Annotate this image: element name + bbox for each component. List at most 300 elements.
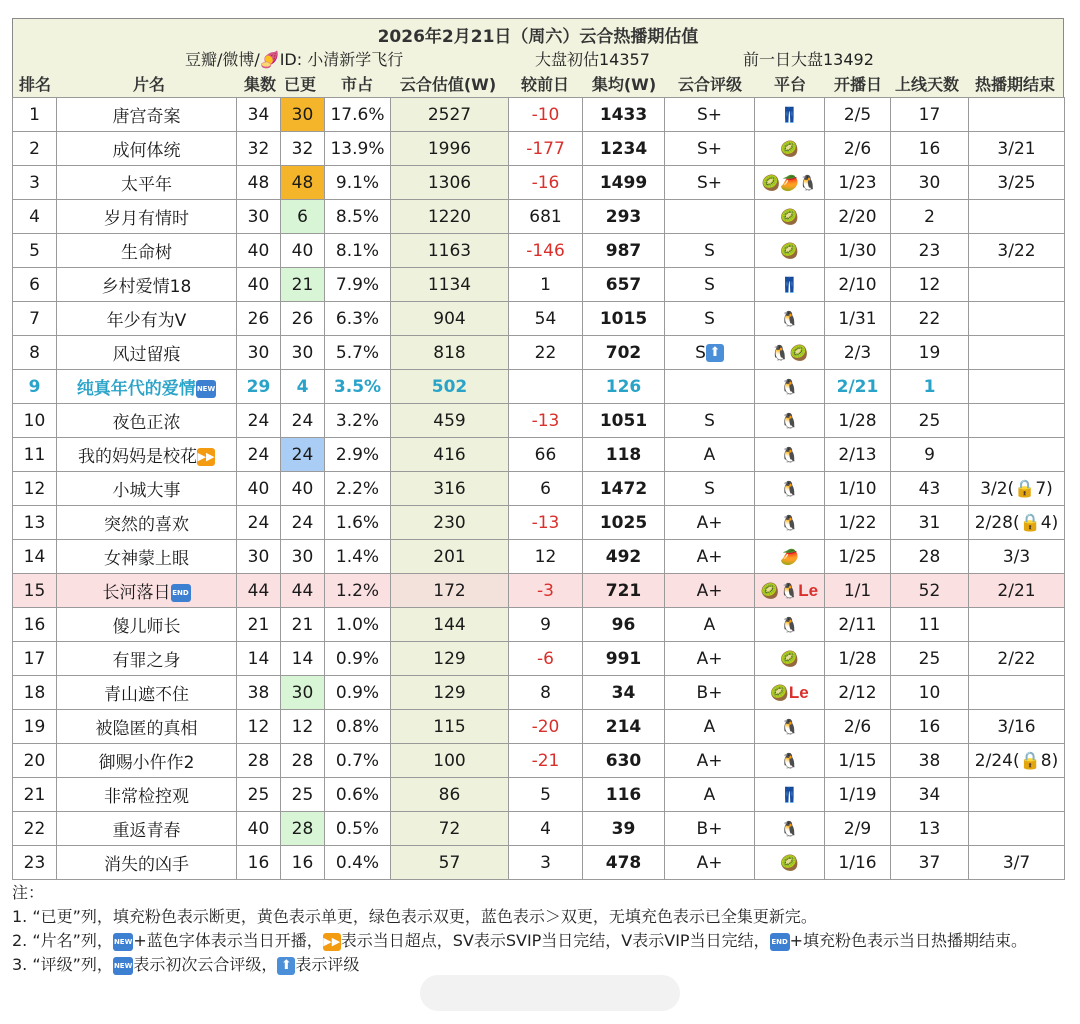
value-text: 57 bbox=[438, 852, 461, 873]
fast-forward-icon: ▶▶ bbox=[197, 448, 215, 466]
days-cell bbox=[891, 200, 969, 234]
delta-text: -146 bbox=[526, 240, 565, 261]
aired-text: 30 bbox=[291, 342, 314, 363]
delta-text: 5 bbox=[540, 784, 551, 805]
table-row bbox=[13, 676, 1065, 710]
platform-icon: 🐧 bbox=[780, 717, 799, 736]
share-cell bbox=[325, 642, 391, 676]
heat-end-cell bbox=[969, 234, 1065, 268]
platform-cell bbox=[755, 404, 825, 438]
start-text: 2/12 bbox=[838, 682, 877, 703]
eps-text: 12 bbox=[247, 716, 270, 737]
platform-cell bbox=[755, 846, 825, 880]
share-cell bbox=[325, 778, 391, 812]
heat-end-cell bbox=[969, 744, 1065, 778]
title-cell bbox=[57, 506, 237, 540]
value-cell bbox=[391, 676, 509, 710]
rank-text: 19 bbox=[23, 716, 46, 737]
eps-text: 40 bbox=[247, 274, 270, 295]
rank-cell bbox=[13, 778, 57, 812]
share-text: 0.7% bbox=[335, 750, 380, 771]
value-cell bbox=[391, 778, 509, 812]
platform-cell bbox=[755, 574, 825, 608]
grade-cell bbox=[665, 540, 755, 574]
end-text: 3/2(🔒7) bbox=[980, 478, 1053, 499]
days-text: 43 bbox=[918, 478, 941, 499]
eps-text: 38 bbox=[247, 682, 270, 703]
share-cell bbox=[325, 404, 391, 438]
days-cell bbox=[891, 676, 969, 710]
up-arrow-icon: ⬆ bbox=[277, 957, 295, 975]
grade-text: S bbox=[704, 274, 715, 295]
end-text: 3/25 bbox=[997, 172, 1036, 193]
days-text: 1 bbox=[923, 376, 936, 397]
value-text: 1220 bbox=[427, 206, 472, 227]
delta-cell bbox=[509, 234, 583, 268]
platform-icon: 🐧 bbox=[780, 377, 799, 396]
days-text: 23 bbox=[918, 240, 941, 261]
grade-cell bbox=[665, 166, 755, 200]
note-3 bbox=[12, 953, 1062, 977]
avg-text: 1015 bbox=[599, 308, 648, 329]
heat-end-cell bbox=[969, 812, 1065, 846]
share-cell bbox=[325, 166, 391, 200]
average-cell bbox=[583, 132, 665, 166]
platform-icon: 🐧 bbox=[780, 513, 799, 532]
episodes-cell bbox=[237, 404, 281, 438]
end-text: 2/22 bbox=[997, 648, 1036, 669]
delta-cell bbox=[509, 302, 583, 336]
value-text: 502 bbox=[431, 376, 468, 397]
platform-icon: 👖 bbox=[780, 105, 799, 124]
value-text: 1996 bbox=[427, 138, 472, 159]
heat-end-cell bbox=[969, 778, 1065, 812]
heat-end-cell bbox=[969, 370, 1065, 404]
rank-cell bbox=[13, 540, 57, 574]
table-row bbox=[13, 336, 1065, 370]
heat-end-cell bbox=[969, 166, 1065, 200]
eps-text: 30 bbox=[247, 342, 270, 363]
share-text: 0.6% bbox=[335, 784, 380, 805]
rank-text: 3 bbox=[29, 172, 40, 193]
aired-text: 48 bbox=[291, 172, 314, 193]
title-cell bbox=[57, 268, 237, 302]
start-text: 2/6 bbox=[843, 716, 872, 737]
days-text: 34 bbox=[918, 784, 941, 805]
table-row bbox=[13, 744, 1065, 778]
heat-end-cell bbox=[969, 608, 1065, 642]
aired-text: 16 bbox=[291, 852, 314, 873]
avg-text: 657 bbox=[605, 274, 642, 295]
aired-text: 21 bbox=[291, 614, 314, 635]
days-text: 12 bbox=[918, 274, 941, 295]
delta-text: -177 bbox=[526, 138, 565, 159]
start-text: 1/22 bbox=[838, 512, 877, 533]
avg-text: 116 bbox=[605, 784, 642, 805]
delta-text: 66 bbox=[534, 444, 557, 465]
avg-text: 126 bbox=[605, 376, 642, 397]
rank-cell bbox=[13, 438, 57, 472]
platform-cell bbox=[755, 438, 825, 472]
eps-text: 14 bbox=[247, 648, 270, 669]
start-date-cell bbox=[825, 506, 891, 540]
share-text: 0.5% bbox=[335, 818, 380, 839]
share-text: 3.5% bbox=[333, 376, 382, 397]
new-icon: NEW bbox=[196, 380, 216, 398]
title-text: 年少有为V bbox=[106, 311, 187, 331]
note-2-part-b: +蓝色字体表示当日开播， bbox=[133, 931, 323, 950]
col-value: 云合估值(W) bbox=[399, 75, 497, 94]
start-date-cell bbox=[825, 438, 891, 472]
rank-cell bbox=[13, 506, 57, 540]
days-text: 28 bbox=[918, 546, 941, 567]
days-text: 37 bbox=[918, 852, 941, 873]
heat-end-cell bbox=[969, 506, 1065, 540]
avg-text: 214 bbox=[605, 716, 642, 737]
title-text: 重返青春 bbox=[112, 821, 181, 841]
share-cell bbox=[325, 472, 391, 506]
table-row bbox=[13, 370, 1065, 404]
table-row bbox=[13, 166, 1065, 200]
grade-text: A+ bbox=[696, 750, 723, 771]
rank-cell bbox=[13, 200, 57, 234]
aired-cell bbox=[281, 234, 325, 268]
table-row bbox=[13, 438, 1065, 472]
eps-text: 40 bbox=[247, 240, 270, 261]
average-cell bbox=[583, 166, 665, 200]
share-text: 1.4% bbox=[335, 546, 380, 567]
eps-text: 48 bbox=[247, 172, 270, 193]
rank-text: 14 bbox=[23, 546, 46, 567]
episodes-cell bbox=[237, 778, 281, 812]
platform-cell bbox=[755, 710, 825, 744]
title-cell bbox=[57, 336, 237, 370]
value-cell bbox=[391, 846, 509, 880]
share-text: 0.8% bbox=[335, 716, 380, 737]
episodes-cell bbox=[237, 846, 281, 880]
title-cell bbox=[57, 438, 237, 472]
platform-icon: 🐧 bbox=[780, 411, 799, 430]
days-text: 30 bbox=[918, 172, 941, 193]
episodes-cell bbox=[237, 710, 281, 744]
avg-text: 987 bbox=[605, 240, 642, 261]
episodes-cell bbox=[237, 540, 281, 574]
col-delta: 较前日 bbox=[520, 75, 569, 94]
eps-text: 24 bbox=[247, 410, 270, 431]
value-text: 818 bbox=[433, 342, 466, 363]
start-date-cell bbox=[825, 404, 891, 438]
aired-cell bbox=[281, 268, 325, 302]
grade-text: S+ bbox=[696, 104, 723, 125]
col-days-online: 上线天数 bbox=[894, 75, 959, 94]
share-text: 8.5% bbox=[335, 206, 380, 227]
share-text: 9.1% bbox=[335, 172, 380, 193]
platform-icon: 👖 bbox=[780, 275, 799, 294]
average-cell bbox=[583, 98, 665, 132]
heat-end-cell bbox=[969, 336, 1065, 370]
platform-cell bbox=[755, 98, 825, 132]
value-text: 416 bbox=[433, 444, 466, 465]
aired-cell bbox=[281, 540, 325, 574]
avg-text: 39 bbox=[611, 818, 636, 839]
note-3-part-b: 表示初次云合评级， bbox=[133, 955, 278, 974]
delta-cell bbox=[509, 98, 583, 132]
grade-text: S bbox=[695, 342, 706, 363]
average-cell bbox=[583, 574, 665, 608]
aired-text: 40 bbox=[291, 240, 314, 261]
market-previous: 前一日大盘13492 bbox=[743, 50, 874, 69]
start-date-cell bbox=[825, 336, 891, 370]
start-date-cell bbox=[825, 98, 891, 132]
notes-label: 注： bbox=[12, 883, 45, 902]
note-3-part-a: 3. “评级”列， bbox=[12, 955, 113, 974]
table-row bbox=[13, 506, 1065, 540]
value-text: 115 bbox=[433, 716, 466, 737]
title-cell bbox=[57, 710, 237, 744]
delta-text: -21 bbox=[531, 750, 560, 771]
share-text: 0.9% bbox=[335, 682, 380, 703]
days-cell bbox=[891, 540, 969, 574]
delta-text: 12 bbox=[534, 546, 557, 567]
days-cell bbox=[891, 370, 969, 404]
title-cell bbox=[57, 778, 237, 812]
title-cell bbox=[57, 370, 237, 404]
rank-text: 10 bbox=[23, 410, 46, 431]
share-text: 1.6% bbox=[335, 512, 380, 533]
platform-cell bbox=[755, 166, 825, 200]
delta-text: -3 bbox=[537, 580, 554, 601]
days-cell bbox=[891, 404, 969, 438]
delta-cell bbox=[509, 200, 583, 234]
eps-text: 32 bbox=[247, 138, 270, 159]
episodes-cell bbox=[237, 812, 281, 846]
table-row bbox=[13, 710, 1065, 744]
title-text: 岁月有情时 bbox=[104, 209, 189, 229]
value-cell bbox=[391, 710, 509, 744]
value-text: 459 bbox=[433, 410, 466, 431]
share-cell bbox=[325, 234, 391, 268]
start-date-cell bbox=[825, 642, 891, 676]
aired-text: 28 bbox=[291, 818, 314, 839]
aired-cell bbox=[281, 438, 325, 472]
grade-text: S+ bbox=[696, 172, 723, 193]
delta-text: 4 bbox=[540, 818, 551, 839]
title-cell bbox=[57, 846, 237, 880]
days-cell bbox=[891, 812, 969, 846]
eps-text: 25 bbox=[247, 784, 270, 805]
platform-icon: 🐧🥝 bbox=[770, 343, 809, 362]
col-platform: 平台 bbox=[773, 75, 806, 94]
grade-cell bbox=[665, 472, 755, 506]
grade-text: A+ bbox=[696, 580, 723, 601]
value-cell bbox=[391, 98, 509, 132]
delta-text: 6 bbox=[540, 478, 551, 499]
heat-end-cell bbox=[969, 98, 1065, 132]
delta-cell bbox=[509, 608, 583, 642]
value-cell bbox=[391, 540, 509, 574]
episodes-cell bbox=[237, 336, 281, 370]
average-cell bbox=[583, 812, 665, 846]
aired-text: 24 bbox=[291, 512, 314, 533]
start-text: 1/16 bbox=[838, 852, 877, 873]
grade-cell bbox=[665, 302, 755, 336]
platform-icon: 🥭 bbox=[780, 547, 799, 566]
platform-cell bbox=[755, 302, 825, 336]
episodes-cell bbox=[237, 642, 281, 676]
episodes-cell bbox=[237, 438, 281, 472]
title-cell bbox=[57, 574, 237, 608]
episodes-cell bbox=[237, 166, 281, 200]
share-cell bbox=[325, 200, 391, 234]
aired-cell bbox=[281, 132, 325, 166]
episodes-cell bbox=[237, 98, 281, 132]
days-cell bbox=[891, 574, 969, 608]
delta-text: 8 bbox=[540, 682, 551, 703]
rank-cell bbox=[13, 370, 57, 404]
delta-cell bbox=[509, 642, 583, 676]
grade-cell bbox=[665, 676, 755, 710]
rank-text: 15 bbox=[23, 580, 46, 601]
col-title: 片名 bbox=[132, 75, 165, 94]
value-cell bbox=[391, 200, 509, 234]
grade-text: S+ bbox=[696, 138, 723, 159]
rank-text: 2 bbox=[29, 138, 40, 159]
start-date-cell bbox=[825, 268, 891, 302]
value-text: 100 bbox=[433, 750, 466, 771]
eps-text: 24 bbox=[247, 512, 270, 533]
share-cell bbox=[325, 268, 391, 302]
value-cell bbox=[391, 642, 509, 676]
col-rank: 排名 bbox=[18, 75, 51, 94]
days-cell bbox=[891, 744, 969, 778]
platform-cell bbox=[755, 336, 825, 370]
title-text: 我的妈妈是校花 bbox=[78, 447, 197, 467]
episodes-cell bbox=[237, 200, 281, 234]
grade-cell bbox=[665, 98, 755, 132]
platform-cell bbox=[755, 608, 825, 642]
platform-cell bbox=[755, 132, 825, 166]
rank-text: 1 bbox=[29, 104, 40, 125]
share-cell bbox=[325, 574, 391, 608]
aired-cell bbox=[281, 778, 325, 812]
aired-text: 4 bbox=[296, 376, 309, 397]
episodes-cell bbox=[237, 132, 281, 166]
value-cell bbox=[391, 302, 509, 336]
end-text: 2/28(🔒4) bbox=[974, 512, 1059, 533]
platform-icon: 🥝 bbox=[780, 649, 799, 668]
start-text: 2/20 bbox=[838, 206, 877, 227]
days-text: 10 bbox=[918, 682, 941, 703]
eps-text: 26 bbox=[247, 308, 270, 329]
ranking-table bbox=[12, 97, 1065, 880]
title-text: 消失的凶手 bbox=[104, 855, 189, 875]
rank-cell bbox=[13, 710, 57, 744]
aired-cell bbox=[281, 812, 325, 846]
aired-cell bbox=[281, 472, 325, 506]
platform-icon: 🐧 bbox=[780, 445, 799, 464]
grade-cell bbox=[665, 438, 755, 472]
start-text: 2/3 bbox=[843, 342, 872, 363]
rank-cell bbox=[13, 404, 57, 438]
title-text: 乡村爱情18 bbox=[101, 277, 192, 297]
grade-cell bbox=[665, 846, 755, 880]
aired-text: 44 bbox=[291, 580, 314, 601]
aired-cell bbox=[281, 166, 325, 200]
days-cell bbox=[891, 778, 969, 812]
average-cell bbox=[583, 268, 665, 302]
aired-cell bbox=[281, 846, 325, 880]
grade-text: S bbox=[704, 410, 715, 431]
grade-cell bbox=[665, 506, 755, 540]
platform-icon: 🐧 bbox=[780, 479, 799, 498]
grade-text: A+ bbox=[696, 648, 723, 669]
rank-cell bbox=[13, 812, 57, 846]
days-cell bbox=[891, 336, 969, 370]
title-text: 小城大事 bbox=[112, 481, 181, 501]
aired-text: 25 bbox=[291, 784, 314, 805]
platform-icon: 🥝🥭🐧 bbox=[761, 173, 818, 192]
table-row bbox=[13, 846, 1065, 880]
end-text: 3/16 bbox=[997, 716, 1036, 737]
heat-end-cell bbox=[969, 574, 1065, 608]
platform-cell bbox=[755, 370, 825, 404]
table-row bbox=[13, 642, 1065, 676]
platform-icon: 🥝 bbox=[780, 207, 799, 226]
grade-cell bbox=[665, 234, 755, 268]
eps-text: 28 bbox=[247, 750, 270, 771]
table-row bbox=[13, 132, 1065, 166]
grade-cell bbox=[665, 132, 755, 166]
delta-text: 3 bbox=[540, 852, 551, 873]
days-cell bbox=[891, 710, 969, 744]
grade-text: A+ bbox=[696, 512, 723, 533]
market-today: 大盘初估14357 bbox=[535, 50, 650, 69]
value-cell bbox=[391, 608, 509, 642]
delta-text: 681 bbox=[529, 206, 562, 227]
aired-cell bbox=[281, 676, 325, 710]
episodes-cell bbox=[237, 574, 281, 608]
episodes-cell bbox=[237, 676, 281, 710]
table-row bbox=[13, 200, 1065, 234]
platform-icon: 🐧 bbox=[780, 751, 799, 770]
days-text: 16 bbox=[918, 716, 941, 737]
aired-cell bbox=[281, 744, 325, 778]
value-text: 1163 bbox=[427, 240, 472, 261]
rank-text: 20 bbox=[23, 750, 46, 771]
rank-cell bbox=[13, 642, 57, 676]
title-cell bbox=[57, 676, 237, 710]
value-cell bbox=[391, 336, 509, 370]
end-icon: END bbox=[171, 584, 191, 602]
rank-text: 9 bbox=[28, 376, 41, 397]
grade-cell bbox=[665, 710, 755, 744]
table-row bbox=[13, 608, 1065, 642]
rank-cell bbox=[13, 846, 57, 880]
aired-cell bbox=[281, 370, 325, 404]
delta-cell bbox=[509, 336, 583, 370]
table-row bbox=[13, 268, 1065, 302]
rank-text: 8 bbox=[29, 342, 40, 363]
days-cell bbox=[891, 642, 969, 676]
share-cell bbox=[325, 302, 391, 336]
average-cell bbox=[583, 302, 665, 336]
aired-text: 24 bbox=[291, 410, 314, 431]
start-date-cell bbox=[825, 846, 891, 880]
platform-cell bbox=[755, 472, 825, 506]
table-row bbox=[13, 540, 1065, 574]
value-text: 129 bbox=[433, 648, 466, 669]
table-title: 2026年2月21日（周六）云合热播期估值 bbox=[377, 27, 699, 47]
